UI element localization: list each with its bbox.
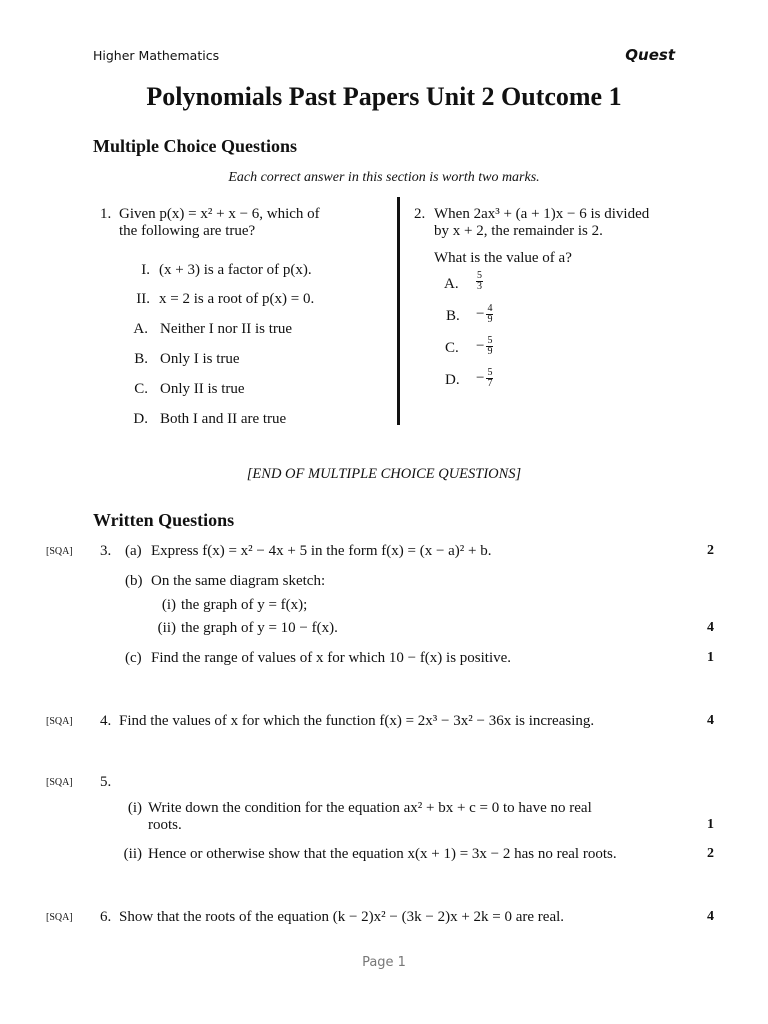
q4-mark: 4 bbox=[707, 713, 714, 728]
q1-option-label: D. bbox=[133, 411, 148, 427]
q1-number: 1. bbox=[100, 206, 112, 222]
q3a-text: Express f(x) = x² − 4x + 5 in the form f(x) = (x − a)² + b. bbox=[151, 543, 492, 559]
q2-option-label: D. bbox=[445, 372, 460, 388]
mcq-heading: Multiple Choice Questions bbox=[93, 136, 298, 156]
q6-sqa-tag: [SQA] bbox=[46, 912, 73, 923]
q3b-ii-text: the graph of y = 10 − f(x). bbox=[181, 620, 338, 636]
q4-text: Find the values of x for which the function f(x) = 2x³ − 3x² − 36x is increasing. bbox=[119, 713, 595, 729]
q1-option-label: C. bbox=[134, 381, 148, 397]
q1-option-label: A. bbox=[133, 321, 148, 337]
q5-sqa-tag: [SQA] bbox=[46, 777, 73, 788]
q5-i-mark: 1 bbox=[707, 817, 714, 832]
q2-line1: When 2ax³ + (a + 1)x − 6 is divided bbox=[434, 206, 650, 222]
q5-ii-label: (ii) bbox=[123, 846, 142, 862]
q6-number: 6. bbox=[100, 909, 112, 925]
q3-sqa-tag: [SQA] bbox=[46, 546, 73, 557]
header-logo: Quest bbox=[625, 46, 675, 64]
q6-text: Show that the roots of the equation (k − 2)x² − (3k − 2)x + 2k = 0 are real. bbox=[119, 909, 565, 925]
q3b-text: On the same diagram sketch: bbox=[151, 573, 326, 589]
q2-option-value: − $\frac{5}{9}$ bbox=[476, 335, 493, 357]
mcq-end: [END OF MULTIPLE CHOICE QUESTIONS] bbox=[246, 466, 522, 482]
q2-option-value: $\frac{5}{3}$ bbox=[477, 270, 482, 292]
q5-ii-text: Hence or otherwise show that the equation x(x + 1) = 3x − 2 has no real roots. bbox=[148, 846, 617, 862]
q3b-ii-label: (ii) bbox=[157, 620, 176, 636]
page-number: Page 1 bbox=[362, 955, 406, 970]
q5-i-line1: Write down the condition for the equation ax² + bx + c = 0 to have no real bbox=[148, 800, 592, 816]
q1-statement-text: (x + 3) is a factor of p(x). bbox=[159, 262, 312, 278]
q3a-mark: 2 bbox=[707, 543, 714, 558]
q3-number: 3. bbox=[100, 543, 112, 559]
q3b-label: (b) bbox=[125, 573, 143, 589]
q5-ii-mark: 2 bbox=[707, 846, 714, 861]
q3b-i-text: the graph of y = f(x); bbox=[181, 597, 308, 613]
q1-option-text: Both I and II are true bbox=[160, 411, 287, 427]
q4-number: 4. bbox=[100, 713, 112, 729]
column-divider bbox=[397, 197, 400, 425]
q2-option-label: A. bbox=[444, 276, 459, 292]
q5-i-line2: roots. bbox=[148, 817, 182, 833]
q1-option-text: Only II is true bbox=[160, 381, 245, 397]
mcq-note: Each correct answer in this section is worth two marks. bbox=[228, 170, 540, 185]
q3c-mark: 1 bbox=[707, 650, 714, 665]
q1-statement-text: x = 2 is a root of p(x) = 0. bbox=[159, 291, 315, 307]
q1-statement-label: I. bbox=[141, 262, 150, 278]
q1-statement-label: II. bbox=[136, 291, 150, 307]
q2-option-value: − $\frac{4}{9}$ bbox=[476, 303, 493, 325]
q1-line2: the following are true? bbox=[119, 223, 256, 239]
page-title: Polynomials Past Papers Unit 2 Outcome 1 bbox=[146, 82, 622, 111]
q2-number: 2. bbox=[414, 206, 426, 222]
q1-option-text: Only I is true bbox=[160, 351, 240, 367]
q2-line2: by x + 2, the remainder is 2. bbox=[434, 223, 603, 239]
q3c-text: Find the range of values of x for which 10 − f(x) is positive. bbox=[151, 650, 512, 666]
q2-option-label: C. bbox=[445, 340, 459, 356]
q2-option-value: − $\frac{5}{7}$ bbox=[476, 367, 493, 389]
q3b-mark: 4 bbox=[707, 620, 714, 635]
q5-number: 5. bbox=[100, 774, 112, 790]
header-subject: Higher Mathematics bbox=[93, 48, 220, 63]
q5-i-label: (i) bbox=[127, 800, 142, 816]
q3b-i-label: (i) bbox=[161, 597, 176, 613]
q2-option-label: B. bbox=[446, 308, 460, 324]
q3c-label: (c) bbox=[125, 650, 142, 666]
q3a-label: (a) bbox=[125, 543, 142, 559]
q2-prompt: What is the value of a? bbox=[434, 250, 572, 266]
q1-option-text: Neither I nor II is true bbox=[160, 321, 293, 337]
q1-option-label: B. bbox=[134, 351, 148, 367]
written-heading: Written Questions bbox=[93, 510, 235, 530]
q6-mark: 4 bbox=[707, 909, 714, 924]
q1-line1: Given p(x) = x² + x − 6, which of bbox=[119, 206, 320, 222]
q4-sqa-tag: [SQA] bbox=[46, 716, 73, 727]
